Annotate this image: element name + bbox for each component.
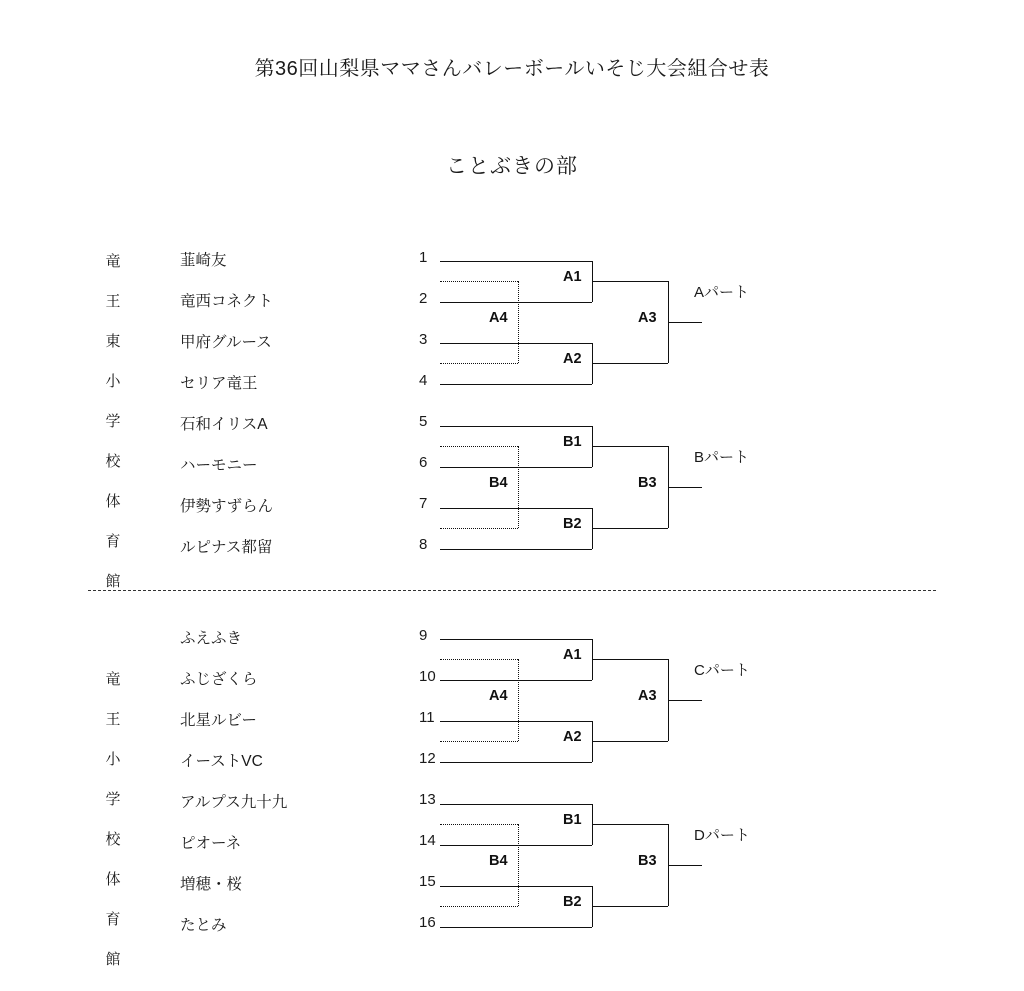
seed-number: 11 xyxy=(419,709,435,726)
team-name: 伊勢すずらん xyxy=(180,498,274,515)
bracket-line xyxy=(440,384,592,385)
bracket-line xyxy=(440,508,592,509)
bracket-line-dotted xyxy=(440,281,518,282)
team-name: 増穂・桜 xyxy=(180,876,243,893)
bracket-line-dotted xyxy=(440,824,518,825)
team-name: たとみ xyxy=(180,917,227,934)
bracket-line xyxy=(440,927,592,928)
bracket-line xyxy=(592,281,668,282)
bracket-line-dotted xyxy=(440,741,518,742)
bracket-line xyxy=(592,824,668,825)
team-name: セリア竜王 xyxy=(180,375,258,392)
match-node-a4: A4 xyxy=(489,310,508,326)
team-name: 竜西コネクト xyxy=(180,293,274,310)
division-subtitle: ことぶきの部 xyxy=(446,155,578,178)
bracket-line xyxy=(592,528,668,529)
team-name: 石和イリスA xyxy=(180,416,268,433)
bracket-line xyxy=(440,886,592,887)
seed-number: 8 xyxy=(419,536,428,553)
team-name: ルピナス都留 xyxy=(180,539,273,556)
seed-number: 15 xyxy=(419,873,436,890)
match-node-d3: B3 xyxy=(638,853,657,869)
team-name: イーストVC xyxy=(180,753,263,770)
bracket-line xyxy=(440,467,592,468)
team-name: 北星ルビー xyxy=(180,712,257,729)
bracket-line xyxy=(440,302,592,303)
venue-label-bottom: 竜 王 小 学 校 体 育 館 xyxy=(105,671,121,968)
bracket-line-dotted xyxy=(518,446,519,528)
seed-number: 9 xyxy=(419,627,428,644)
part-label-a: Aパート xyxy=(694,284,750,301)
bracket-line xyxy=(440,549,592,550)
part-label-c: Cパート xyxy=(694,662,750,679)
venue-label-top: 竜 王 東 小 学 校 体 育 館 xyxy=(105,253,121,590)
bracket-line-dotted xyxy=(440,659,518,660)
team-name: ふえふき xyxy=(180,630,243,647)
match-node-b2: B2 xyxy=(563,516,582,532)
seed-number: 4 xyxy=(419,372,428,389)
bracket-line-dotted xyxy=(518,659,519,741)
match-node-c3: A3 xyxy=(638,688,657,704)
team-name: 韮崎友 xyxy=(180,252,227,269)
bracket-line xyxy=(668,322,702,323)
bracket-line xyxy=(440,343,592,344)
seed-number: 7 xyxy=(419,495,428,512)
match-node-d1: B1 xyxy=(563,812,582,828)
seed-number: 16 xyxy=(419,914,436,931)
section-divider xyxy=(88,590,936,591)
bracket-line xyxy=(440,261,592,262)
seed-number: 3 xyxy=(419,331,428,348)
seed-number: 13 xyxy=(419,791,436,808)
bracket-line xyxy=(592,906,668,907)
team-name: 甲府グルース xyxy=(180,334,272,351)
bracket-line-dotted xyxy=(518,824,519,906)
team-name: ハーモニー xyxy=(180,457,258,474)
bracket-line xyxy=(668,487,702,488)
team-name: ふじざくら xyxy=(180,671,258,688)
match-node-b4: B4 xyxy=(489,475,508,491)
bracket-line xyxy=(440,426,592,427)
bracket-line-dotted xyxy=(440,363,518,364)
bracket-line xyxy=(440,762,592,763)
bracket-line xyxy=(440,845,592,846)
part-label-d: Dパート xyxy=(694,827,750,844)
match-node-d4: B4 xyxy=(489,853,508,869)
match-node-c1: A1 xyxy=(563,647,582,663)
bracket-line xyxy=(592,741,668,742)
bracket-line-dotted xyxy=(440,906,518,907)
match-node-c2: A2 xyxy=(563,729,582,745)
team-name: アルプス九十九 xyxy=(180,794,288,811)
match-node-a3: A3 xyxy=(638,310,657,326)
bracket-line xyxy=(668,700,702,701)
bracket-line-dotted xyxy=(518,281,519,363)
match-node-b3: B3 xyxy=(638,475,657,491)
bracket-line xyxy=(592,446,668,447)
bracket-line-dotted xyxy=(440,528,518,529)
bracket-line xyxy=(440,680,592,681)
seed-number: 5 xyxy=(419,413,428,430)
seed-number: 14 xyxy=(419,832,436,849)
bracket-line xyxy=(440,804,592,805)
match-node-a2: A2 xyxy=(563,351,582,367)
bracket-line xyxy=(440,721,592,722)
match-node-a1: A1 xyxy=(563,269,582,285)
match-node-b1: B1 xyxy=(563,434,582,450)
bracket-line xyxy=(440,639,592,640)
page-title: 第36回山梨県ママさんバレーボールいそじ大会組合せ表 xyxy=(254,58,770,80)
team-name: ピオーネ xyxy=(180,835,242,852)
seed-number: 2 xyxy=(419,290,428,307)
match-node-c4: A4 xyxy=(489,688,508,704)
seed-number: 1 xyxy=(419,249,428,266)
seed-number: 6 xyxy=(419,454,428,471)
bracket-line-dotted xyxy=(440,446,518,447)
bracket-line xyxy=(592,363,668,364)
part-label-b: Bパート xyxy=(694,449,750,466)
seed-number: 10 xyxy=(419,668,436,685)
bracket-line xyxy=(592,659,668,660)
bracket-line xyxy=(668,865,702,866)
seed-number: 12 xyxy=(419,750,436,767)
match-node-d2: B2 xyxy=(563,894,582,910)
